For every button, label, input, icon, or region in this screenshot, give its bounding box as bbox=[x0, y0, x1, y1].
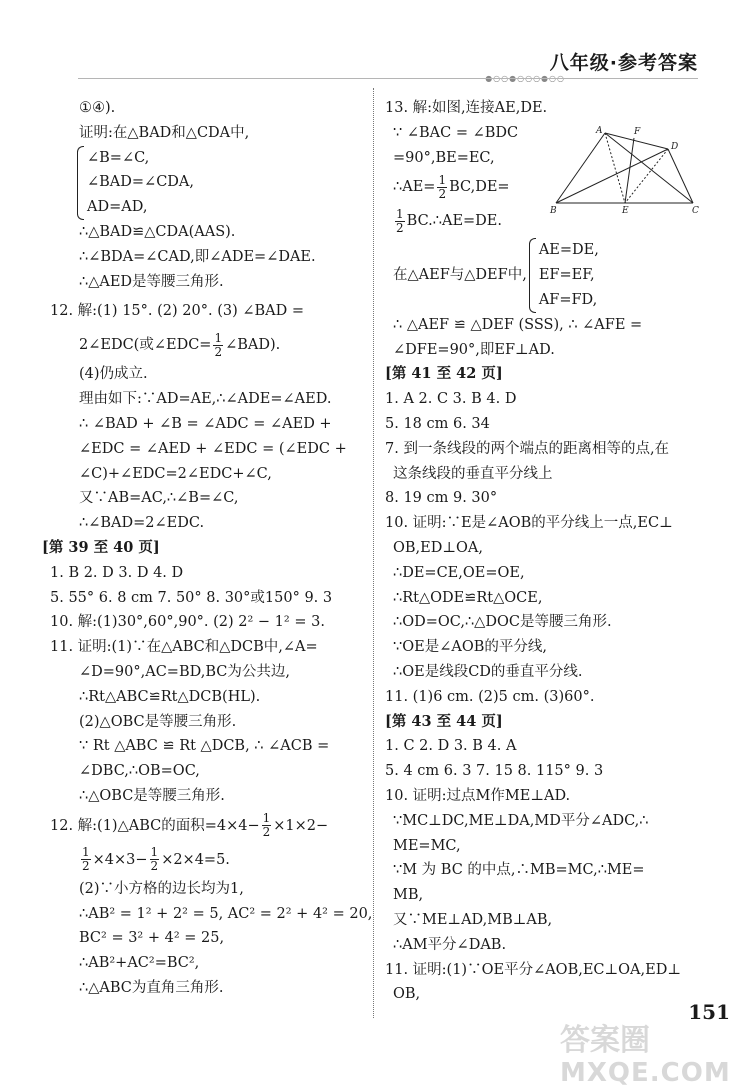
text-line: ∴∠BAD=2∠EDC. bbox=[79, 515, 205, 532]
header-dot-ornament: ●○○●○○○●○○ bbox=[485, 74, 565, 83]
brace-line: ∠BAD=∠CDA, bbox=[87, 174, 195, 191]
section-header: [第 43 至 44 页] bbox=[385, 712, 503, 730]
text-line: 在△AEF与△DEF中, bbox=[393, 267, 527, 284]
problem-12-line: 12. 解:(1) 15°. (2) 20°. (3) ∠BAD = bbox=[50, 303, 304, 320]
fraction-line: 12. 解:(1)△ABC的面积=4×4− $\frac{1}{2}$ ×1×2− bbox=[50, 811, 329, 840]
text-line: ∴AB²+AC²=BC², bbox=[79, 955, 200, 972]
figure-line bbox=[668, 149, 693, 203]
fraction-line: ∴AE= $\frac{1}{2}$ BC,DE= bbox=[393, 172, 510, 201]
brace-line: AD=AD, bbox=[87, 199, 148, 216]
header-rule bbox=[78, 78, 698, 79]
text-line: 这条线段的垂直平分线上 bbox=[393, 465, 553, 482]
point-label: F bbox=[634, 127, 641, 137]
fraction-line: 2∠EDC(或∠EDC= $\frac{1}{2}$ ∠BAD). bbox=[79, 330, 281, 359]
point-label: D bbox=[671, 142, 679, 152]
point-label: C bbox=[692, 206, 699, 215]
answer-line: 1. C 2. D 3. B 4. A bbox=[385, 738, 517, 755]
text-line: ∠D=90°,AC=BD,BC为公共边, bbox=[79, 663, 290, 680]
text-line: ∠C)+∠EDC=2∠EDC+∠C, bbox=[79, 465, 272, 482]
answer-line: 10. 解:(1)30°,60°,90°. (2) 2² − 1² = 3. bbox=[50, 614, 325, 631]
text-line: ∴△BAD≌△CDA(AAS). bbox=[79, 223, 236, 240]
answer-line: 5. 55° 6. 8 cm 7. 50° 8. 30°或150° 9. 3 bbox=[50, 589, 333, 606]
text-line: 理由如下:∵AD=AE,∴∠ADE=∠AED. bbox=[79, 391, 332, 408]
text-line: ∴OE是线段CD的垂直平分线. bbox=[393, 663, 583, 680]
text-line: ∵ Rt △ABC ≌ Rt △DCB, ∴ ∠ACB = bbox=[79, 738, 330, 755]
answer-line: 10. 证明:∵E是∠AOB的平分线上一点,EC⊥ bbox=[385, 515, 673, 532]
answer-line: 5. 18 cm 6. 34 bbox=[385, 415, 490, 432]
answer-line: 1. A 2. C 3. B 4. D bbox=[385, 391, 517, 408]
brace-line: ∠B=∠C, bbox=[87, 149, 150, 166]
fraction: $\frac{1}{2}$ bbox=[396, 206, 404, 235]
text-line: ME=MC, bbox=[393, 837, 461, 854]
text-line: OB,ED⊥OA, bbox=[393, 539, 483, 556]
answer-line: 11. 证明:(1)∵OE平分∠AOB,EC⊥OA,ED⊥ bbox=[385, 961, 681, 978]
text-line: 证明:在△BAD和△CDA中, bbox=[79, 124, 250, 141]
brace-line: AE=DE, bbox=[538, 242, 599, 259]
section-header: [第 41 至 42 页] bbox=[385, 365, 503, 383]
text-line: =90°,BE=EC, bbox=[393, 149, 495, 166]
section-header: [第 39 至 40 页] bbox=[42, 538, 160, 556]
page-number: 151 bbox=[688, 1000, 730, 1024]
text-line: ∴△ABC为直角三角形. bbox=[79, 979, 224, 996]
fraction-line: $\frac{1}{2}$ BC.∴AE=DE. bbox=[396, 206, 503, 235]
fraction: $\frac{1}{2}$ bbox=[214, 330, 223, 359]
answer-line: 7. 到一条线段的两个端点的距离相等的点,在 bbox=[385, 440, 670, 457]
problem-13-line: 13. 解:如图,连接AE,DE. bbox=[385, 100, 548, 116]
brace-line: EF=EF, bbox=[538, 267, 595, 284]
text-line: OB, bbox=[393, 986, 421, 1003]
text-line: ∴Rt△ODE≌Rt△OCE, bbox=[393, 589, 543, 606]
text-line: ∠DBC,∴OB=OC, bbox=[79, 763, 200, 780]
text-line: ∴Rt△ABC≌Rt△DCB(HL). bbox=[79, 688, 261, 705]
text-line: ∵M 为 BC 的中点,∴MB=MC,∴ME= bbox=[393, 862, 645, 879]
text-line: ∠EDC = ∠AED + ∠EDC = (∠EDC + bbox=[79, 440, 347, 457]
column-divider bbox=[373, 88, 374, 1018]
text-line: (4)仍成立. bbox=[79, 366, 148, 383]
answer-line: 1. B 2. D 3. D 4. D bbox=[50, 564, 184, 581]
text-line: ∵OE是∠AOB的平分线, bbox=[393, 639, 547, 656]
point-label: B bbox=[550, 206, 557, 215]
brace-line: AF=FD, bbox=[538, 291, 598, 308]
congruence-row bbox=[385, 238, 710, 312]
text-line: ∠DFE=90°,即EF⊥AD. bbox=[393, 341, 555, 358]
text-line: ∴∠BDA=∠CAD,即∠ADE=∠DAE. bbox=[79, 248, 316, 265]
answer-line: 5. 4 cm 6. 3 7. 15 8. 115° 9. 3 bbox=[385, 763, 604, 780]
left-brace bbox=[529, 238, 536, 312]
condition-brace-group bbox=[527, 238, 599, 312]
fraction: $\frac{1}{2}$ bbox=[82, 845, 90, 874]
text-line: 又∵ME⊥AD,MB⊥AB, bbox=[393, 911, 553, 928]
text-line: ∴AB² = 1² + 2² = 5, AC² = 2² + 4² = 20, bbox=[79, 905, 373, 922]
text-line: ∴△OBC是等腰三角形. bbox=[79, 787, 225, 804]
text-line: ∵ ∠BAC = ∠BDC bbox=[393, 124, 519, 141]
right-column bbox=[385, 96, 710, 1007]
point-label: A bbox=[596, 126, 603, 136]
text-line: ∴△AED是等腰三角形. bbox=[79, 273, 224, 290]
answer-line: 11. 证明:(1)∵在△ABC和△DCB中,∠A= bbox=[50, 639, 318, 656]
answer-line: 11. (1)6 cm. (2)5 cm. (3)60°. bbox=[385, 688, 595, 705]
text-line: 又∵AB=AC,∴∠B=∠C, bbox=[79, 490, 239, 507]
text-line: ∴ ∠BAD + ∠B = ∠ADC = ∠AED + bbox=[79, 415, 332, 432]
condition-brace-group bbox=[42, 146, 370, 220]
answer-line: 8. 19 cm 9. 30° bbox=[385, 490, 498, 507]
text-line: ∴DE=CE,OE=OE, bbox=[393, 564, 525, 581]
figure-line bbox=[556, 133, 605, 203]
fraction-line: $\frac{1}{2}$ ×4×3− $\frac{1}{2}$ ×2×4=5. bbox=[82, 845, 230, 874]
fraction: $\frac{1}{2}$ bbox=[438, 172, 447, 201]
point-label: E bbox=[622, 206, 629, 215]
text-line: ∴AM平分∠DAB. bbox=[393, 936, 507, 953]
text-line: BC² = 3² + 4² = 25, bbox=[79, 930, 225, 947]
text-line: (2)△OBC是等腰三角形. bbox=[79, 713, 237, 730]
text-line: ∴ △AEF ≌ △DEF (SSS), ∴ ∠AFE = bbox=[393, 316, 643, 333]
left-brace bbox=[77, 146, 84, 220]
text-line: ∵MC⊥DC,ME⊥DA,MD平分∠ADC,∴ bbox=[393, 812, 649, 829]
page-header-title: 八年级·参考答案 bbox=[549, 52, 698, 74]
fraction: $\frac{1}{2}$ bbox=[262, 811, 271, 840]
left-column bbox=[42, 96, 373, 1001]
text-line: ①④). bbox=[79, 100, 116, 116]
figure-line bbox=[605, 133, 625, 203]
fraction: $\frac{1}{2}$ bbox=[150, 845, 159, 874]
figure-line bbox=[605, 133, 693, 203]
text-line: (2)∵小方格的边长均为1, bbox=[79, 880, 244, 897]
text-line: MB, bbox=[393, 887, 424, 904]
site-watermark: 答案圈 MXQE.COM bbox=[560, 1023, 731, 1088]
text-line: ∴OD=OC,∴△DOC是等腰三角形. bbox=[393, 614, 612, 631]
geometry-figure bbox=[548, 125, 708, 215]
answer-line: 10. 证明:过点M作ME⊥AD. bbox=[385, 787, 571, 804]
